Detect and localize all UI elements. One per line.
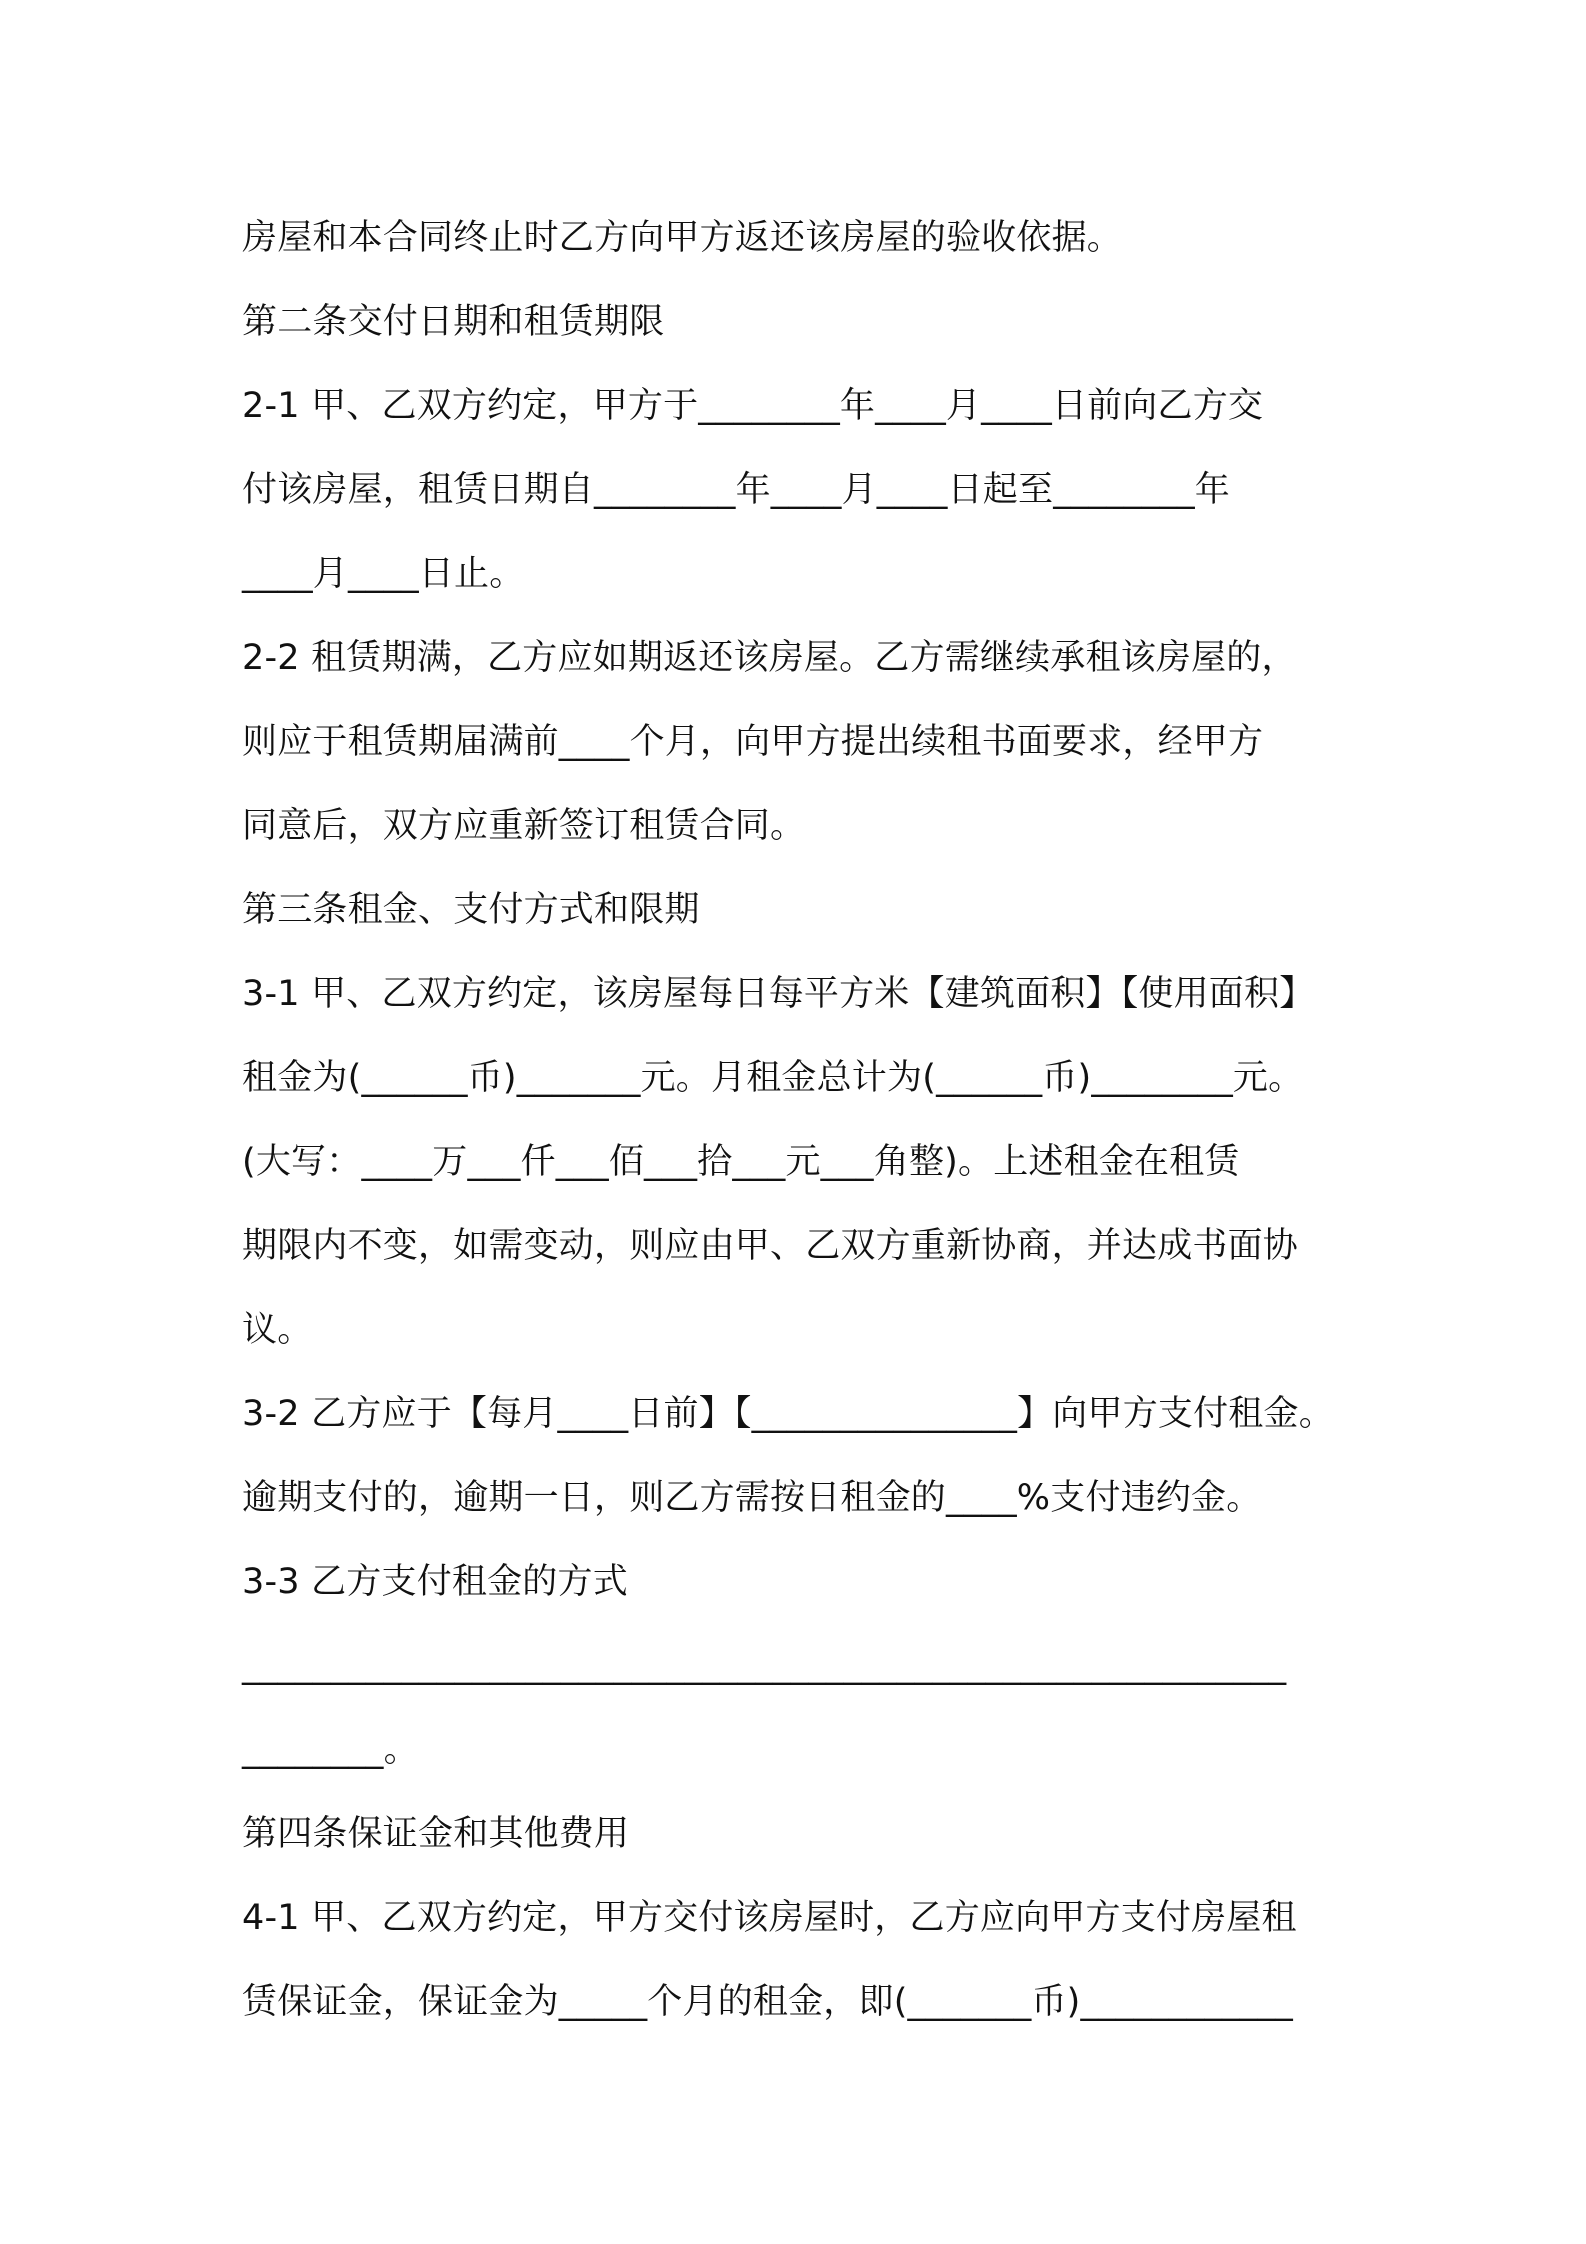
text-line: 4-1 甲、乙双方约定，甲方交付该房屋时，乙方应向甲方支付房屋租 <box>242 1898 1297 1938</box>
text-line: 期限内不变，如需变动，则应由甲、乙双方重新协商，并达成书面协 <box>242 1226 1299 1266</box>
text-line: 房屋和本合同终止时乙方向甲方返还该房屋的验收依据。 <box>242 218 1123 258</box>
text-line: 3-1 甲、乙双方约定，该房屋每日每平方米【建筑面积】【使用面积】 <box>242 974 1315 1014</box>
text-line: 3-2 乙方应于【每月____日前】【_______________】向甲方支付租金。 <box>242 1394 1334 1434</box>
text-line: 租金为(______币)_______元。月租金总计为(______币)________元。 <box>242 1058 1304 1098</box>
text-line: 赁保证金，保证金为_____个月的租金，即(_______币)____________ <box>242 1982 1293 2022</box>
text-line: 2-1 甲、乙双方约定，甲方于________年____月____日前向乙方交 <box>242 386 1264 426</box>
text-line: 则应于租赁期届满前____个月，向甲方提出续租书面要求，经甲方 <box>242 722 1264 762</box>
section-heading: 第三条租金、支付方式和限期 <box>242 890 700 930</box>
text-line: ____月____日止。 <box>242 554 525 594</box>
text-line: 同意后，双方应重新签订租赁合同。 <box>242 806 806 846</box>
blank-fill-line: ___________________________________________________________ <box>242 1646 1287 1686</box>
text-line: 付该房屋，租赁日期自________年____月____日起至________年 <box>242 470 1231 510</box>
text-line: ________。 <box>242 1730 419 1770</box>
section-heading: 第二条交付日期和租赁期限 <box>242 302 665 342</box>
text-line: 3-3 乙方支付租金的方式 <box>242 1562 628 1602</box>
text-line: 议。 <box>242 1310 313 1350</box>
section-heading: 第四条保证金和其他费用 <box>242 1814 630 1854</box>
text-line: (大写：____万___仟___佰___拾___元___角整)。上述租金在租赁 <box>242 1142 1240 1182</box>
document-body <box>242 196 1362 2044</box>
text-line: 2-2 租赁期满，乙方应如期返还该房屋。乙方需继续承租该房屋的， <box>242 638 1297 678</box>
text-line: 逾期支付的，逾期一日，则乙方需按日租金的____%支付违约金。 <box>242 1478 1262 1518</box>
